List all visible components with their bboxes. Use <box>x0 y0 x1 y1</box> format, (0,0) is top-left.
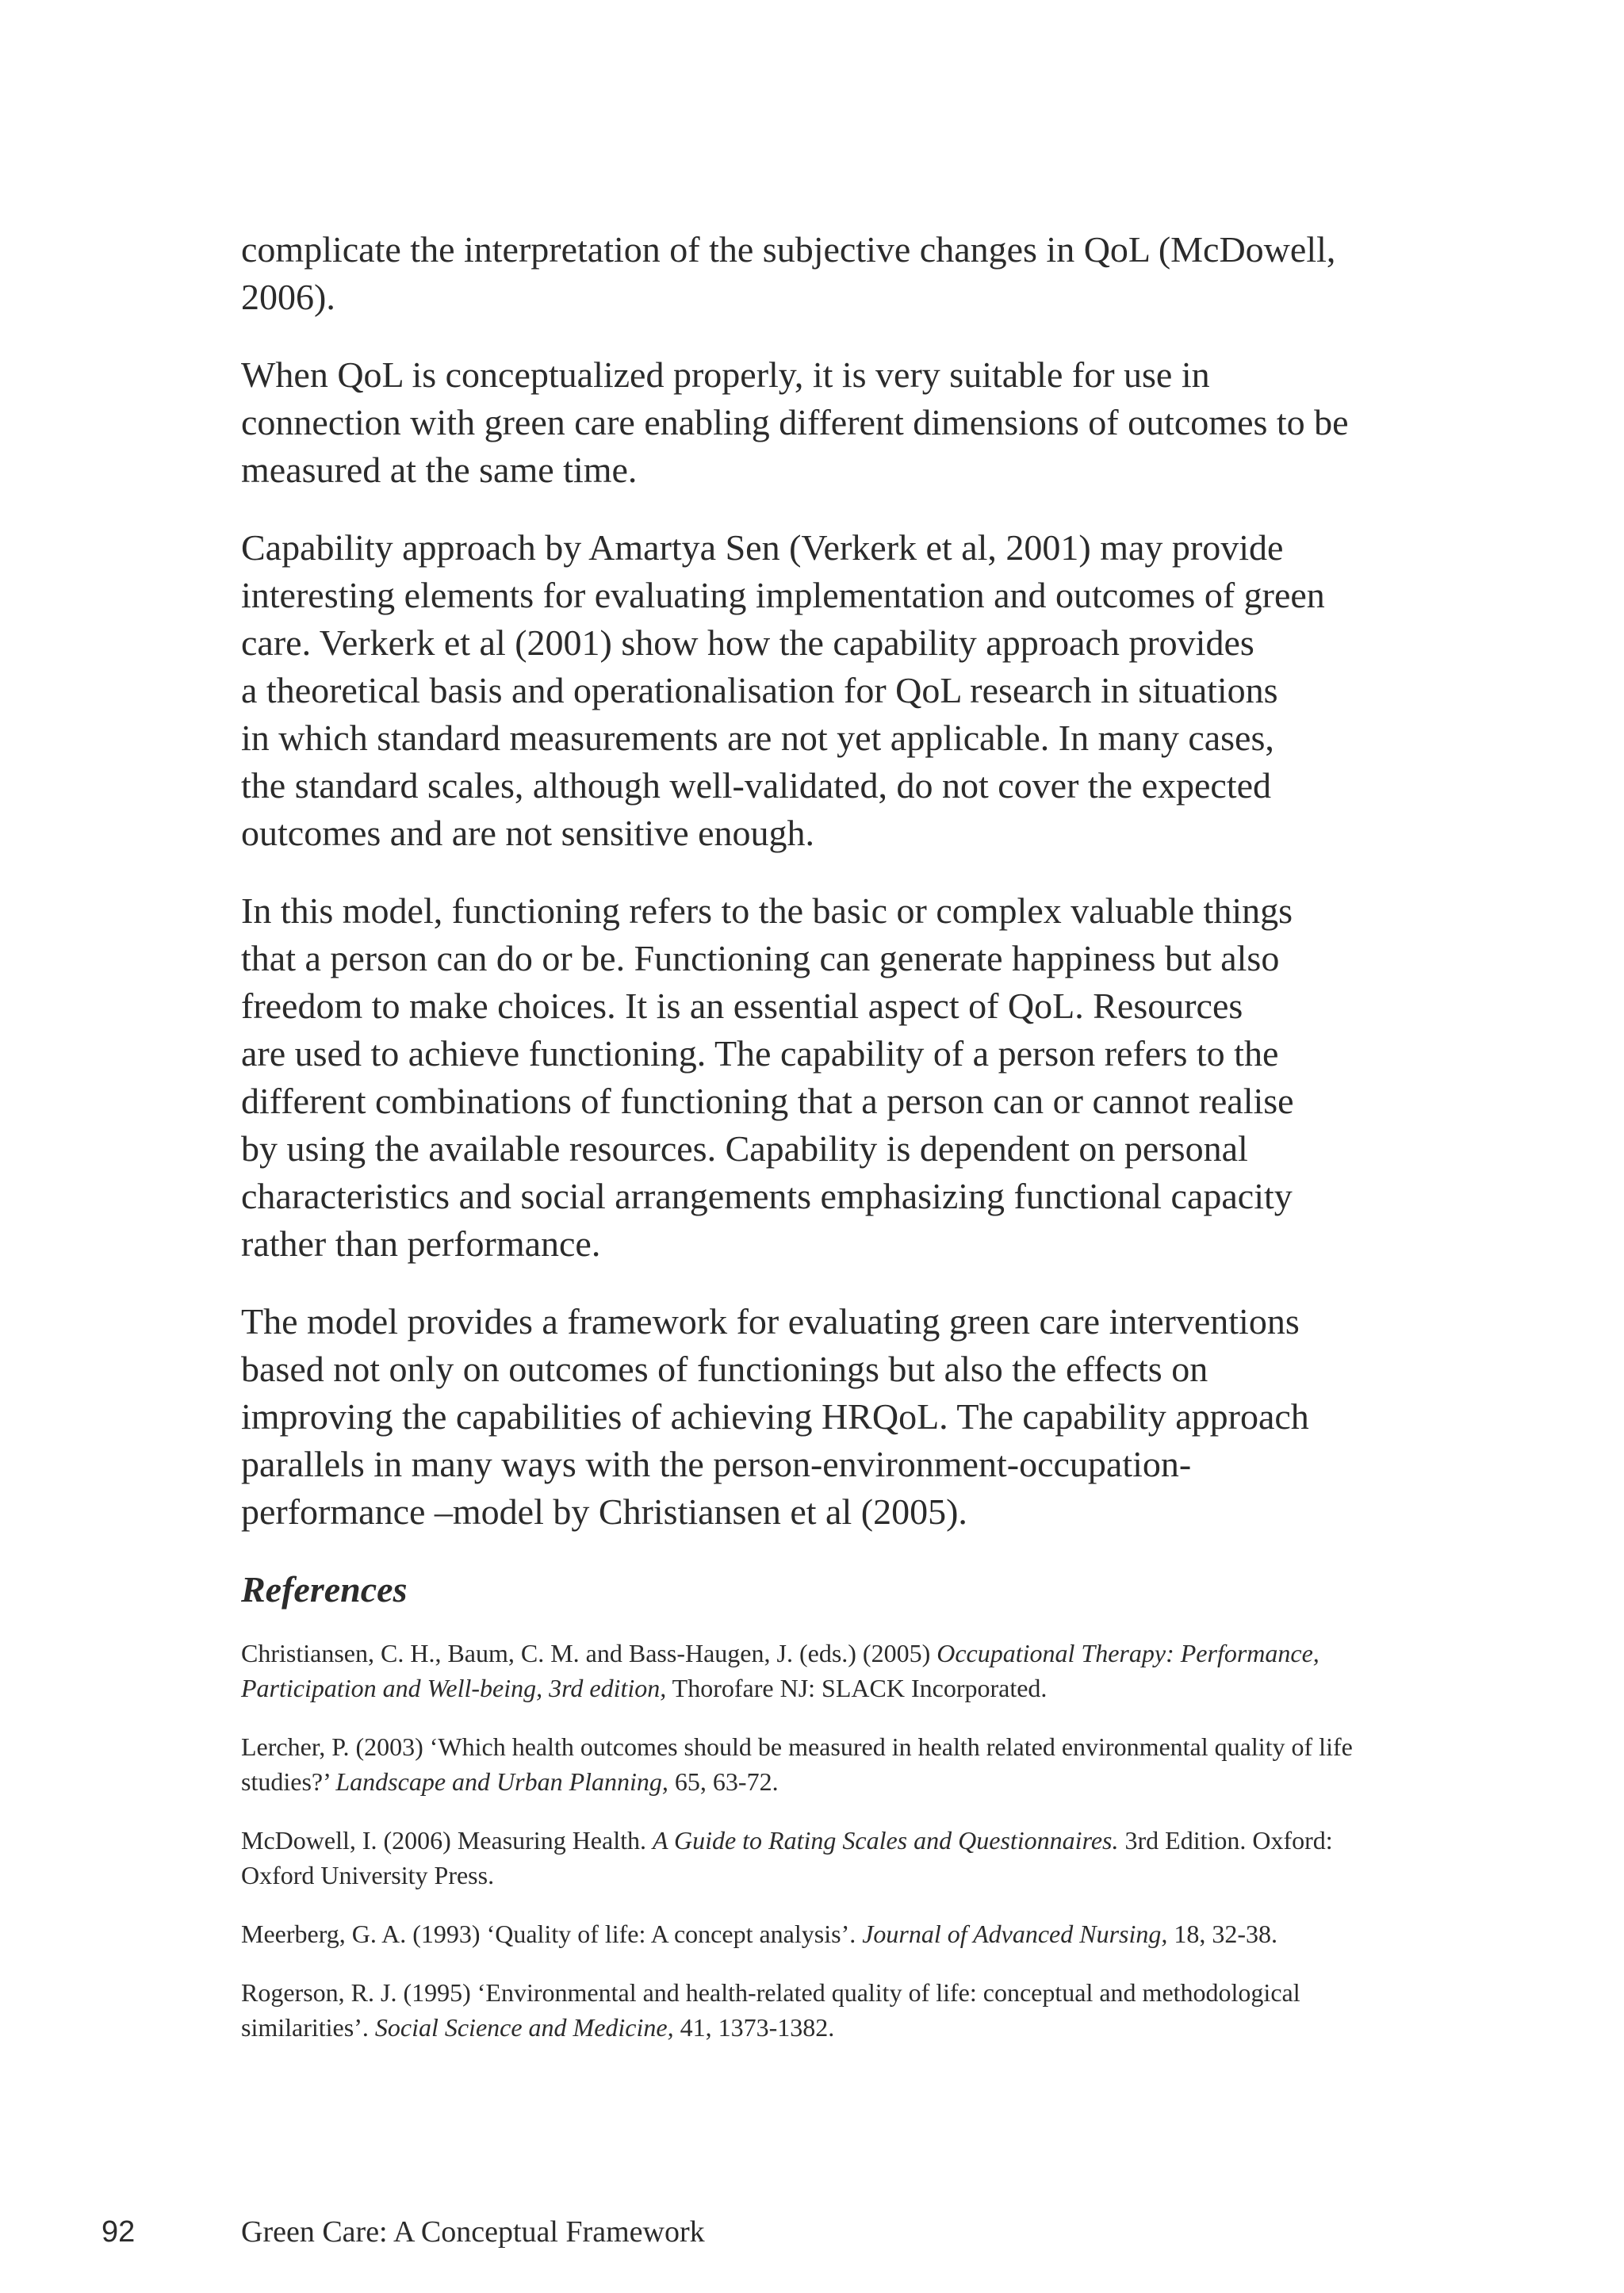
body-paragraph: When QoL is conceptualized properly, it is very suitable for use in connection with green care enabling different dimensions of outcomes to be measured at the same time. <box>241 354 1349 490</box>
reference-text: 3rd Edition. Oxford: Oxford University Press. <box>241 1826 1333 1889</box>
reference-item <box>241 1729 1399 1799</box>
reference-italic-title: A Guide to Rating Scales and Questionnaires. <box>652 1826 1119 1855</box>
reference-text: 41, 1373-1382. <box>673 2013 835 2042</box>
reference-text: 65, 63-72. <box>668 1767 779 1796</box>
body-paragraph: Capability approach by Amartya Sen (Verkerk et al, 2001) may provide interesting elements for evaluating implementation and outcomes of green care. Verkerk et al (2001) show how the capability approach provides a theoretical basis and operationalisation for QoL research in situations in which standard measurements are not yet applicable. In many cases, the standard scales, although well-validated, do not cover the expected outcomes and are not sensitive enough. <box>241 527 1325 853</box>
reference-text: Thorofare NJ: SLACK Incorporated. <box>666 1674 1048 1702</box>
page-footer <box>0 2212 1624 2252</box>
reference-item <box>241 1916 1399 1951</box>
page-number: 92 <box>102 2215 136 2249</box>
reference-text: Meerberg, G. A. (1993) ‘Quality of life: A concept analysis’. <box>241 1920 863 1948</box>
body-paragraph: In this model, functioning refers to the basic or complex valuable things that a person can do or be. Functioning can generate happiness but also freedom to make choices. It is an essential aspect of QoL. Resources are used to achieve functioning. The capability of a person refers to the different combinations of functioning that a person can or cannot realise by using the available resources. Capability is dependent on personal characteristics and social arrangements emphasizing functional capacity rather than performance. <box>241 890 1294 1264</box>
reference-item <box>241 1636 1399 1705</box>
reference-text: Lercher, P. (2003) ‘Which health outcomes should be measured in health related environmental quality of life studies?’ <box>241 1732 1353 1796</box>
reference-italic-title: Journal of Advanced Nursing, <box>862 1920 1168 1948</box>
reference-text: Rogerson, R. J. (1995) ‘Environmental and health-related quality of life: conceptual and methodological similarities’. <box>241 1978 1300 2042</box>
reference-text: 18, 32-38. <box>1167 1920 1278 1948</box>
reference-item <box>241 1975 1399 2045</box>
body-paragraph: complicate the interpretation of the subjective changes in QoL (McDowell, 2006). <box>241 229 1336 317</box>
reference-italic-title: Occupational Therapy: Performance, Participation and Well-being, 3rd edition, <box>241 1639 1320 1702</box>
page-body <box>241 226 1399 2069</box>
references-heading: References <box>241 1569 408 1610</box>
reference-text: McDowell, I. (2006) Measuring Health. <box>241 1826 653 1855</box>
reference-italic-title: Social Science and Medicine, <box>374 2013 674 2042</box>
running-title: Green Care: A Conceptual Framework <box>241 2215 705 2249</box>
reference-list <box>241 1636 1399 2045</box>
reference-text: Christiansen, C. H., Baum, C. M. and Bass-Haugen, J. (eds.) (2005) <box>241 1639 937 1667</box>
reference-item <box>241 1823 1399 1893</box>
reference-italic-title: Landscape and Urban Planning, <box>335 1767 668 1796</box>
body-paragraph: The model provides a framework for evaluating green care interventions based not only on outcomes of functionings but also the effects on improving the capabilities of achieving HRQoL. The capability approach parallels in many ways with the person-environment-occupation- performance –model by Christiansen et al (2005). <box>241 1301 1309 1532</box>
